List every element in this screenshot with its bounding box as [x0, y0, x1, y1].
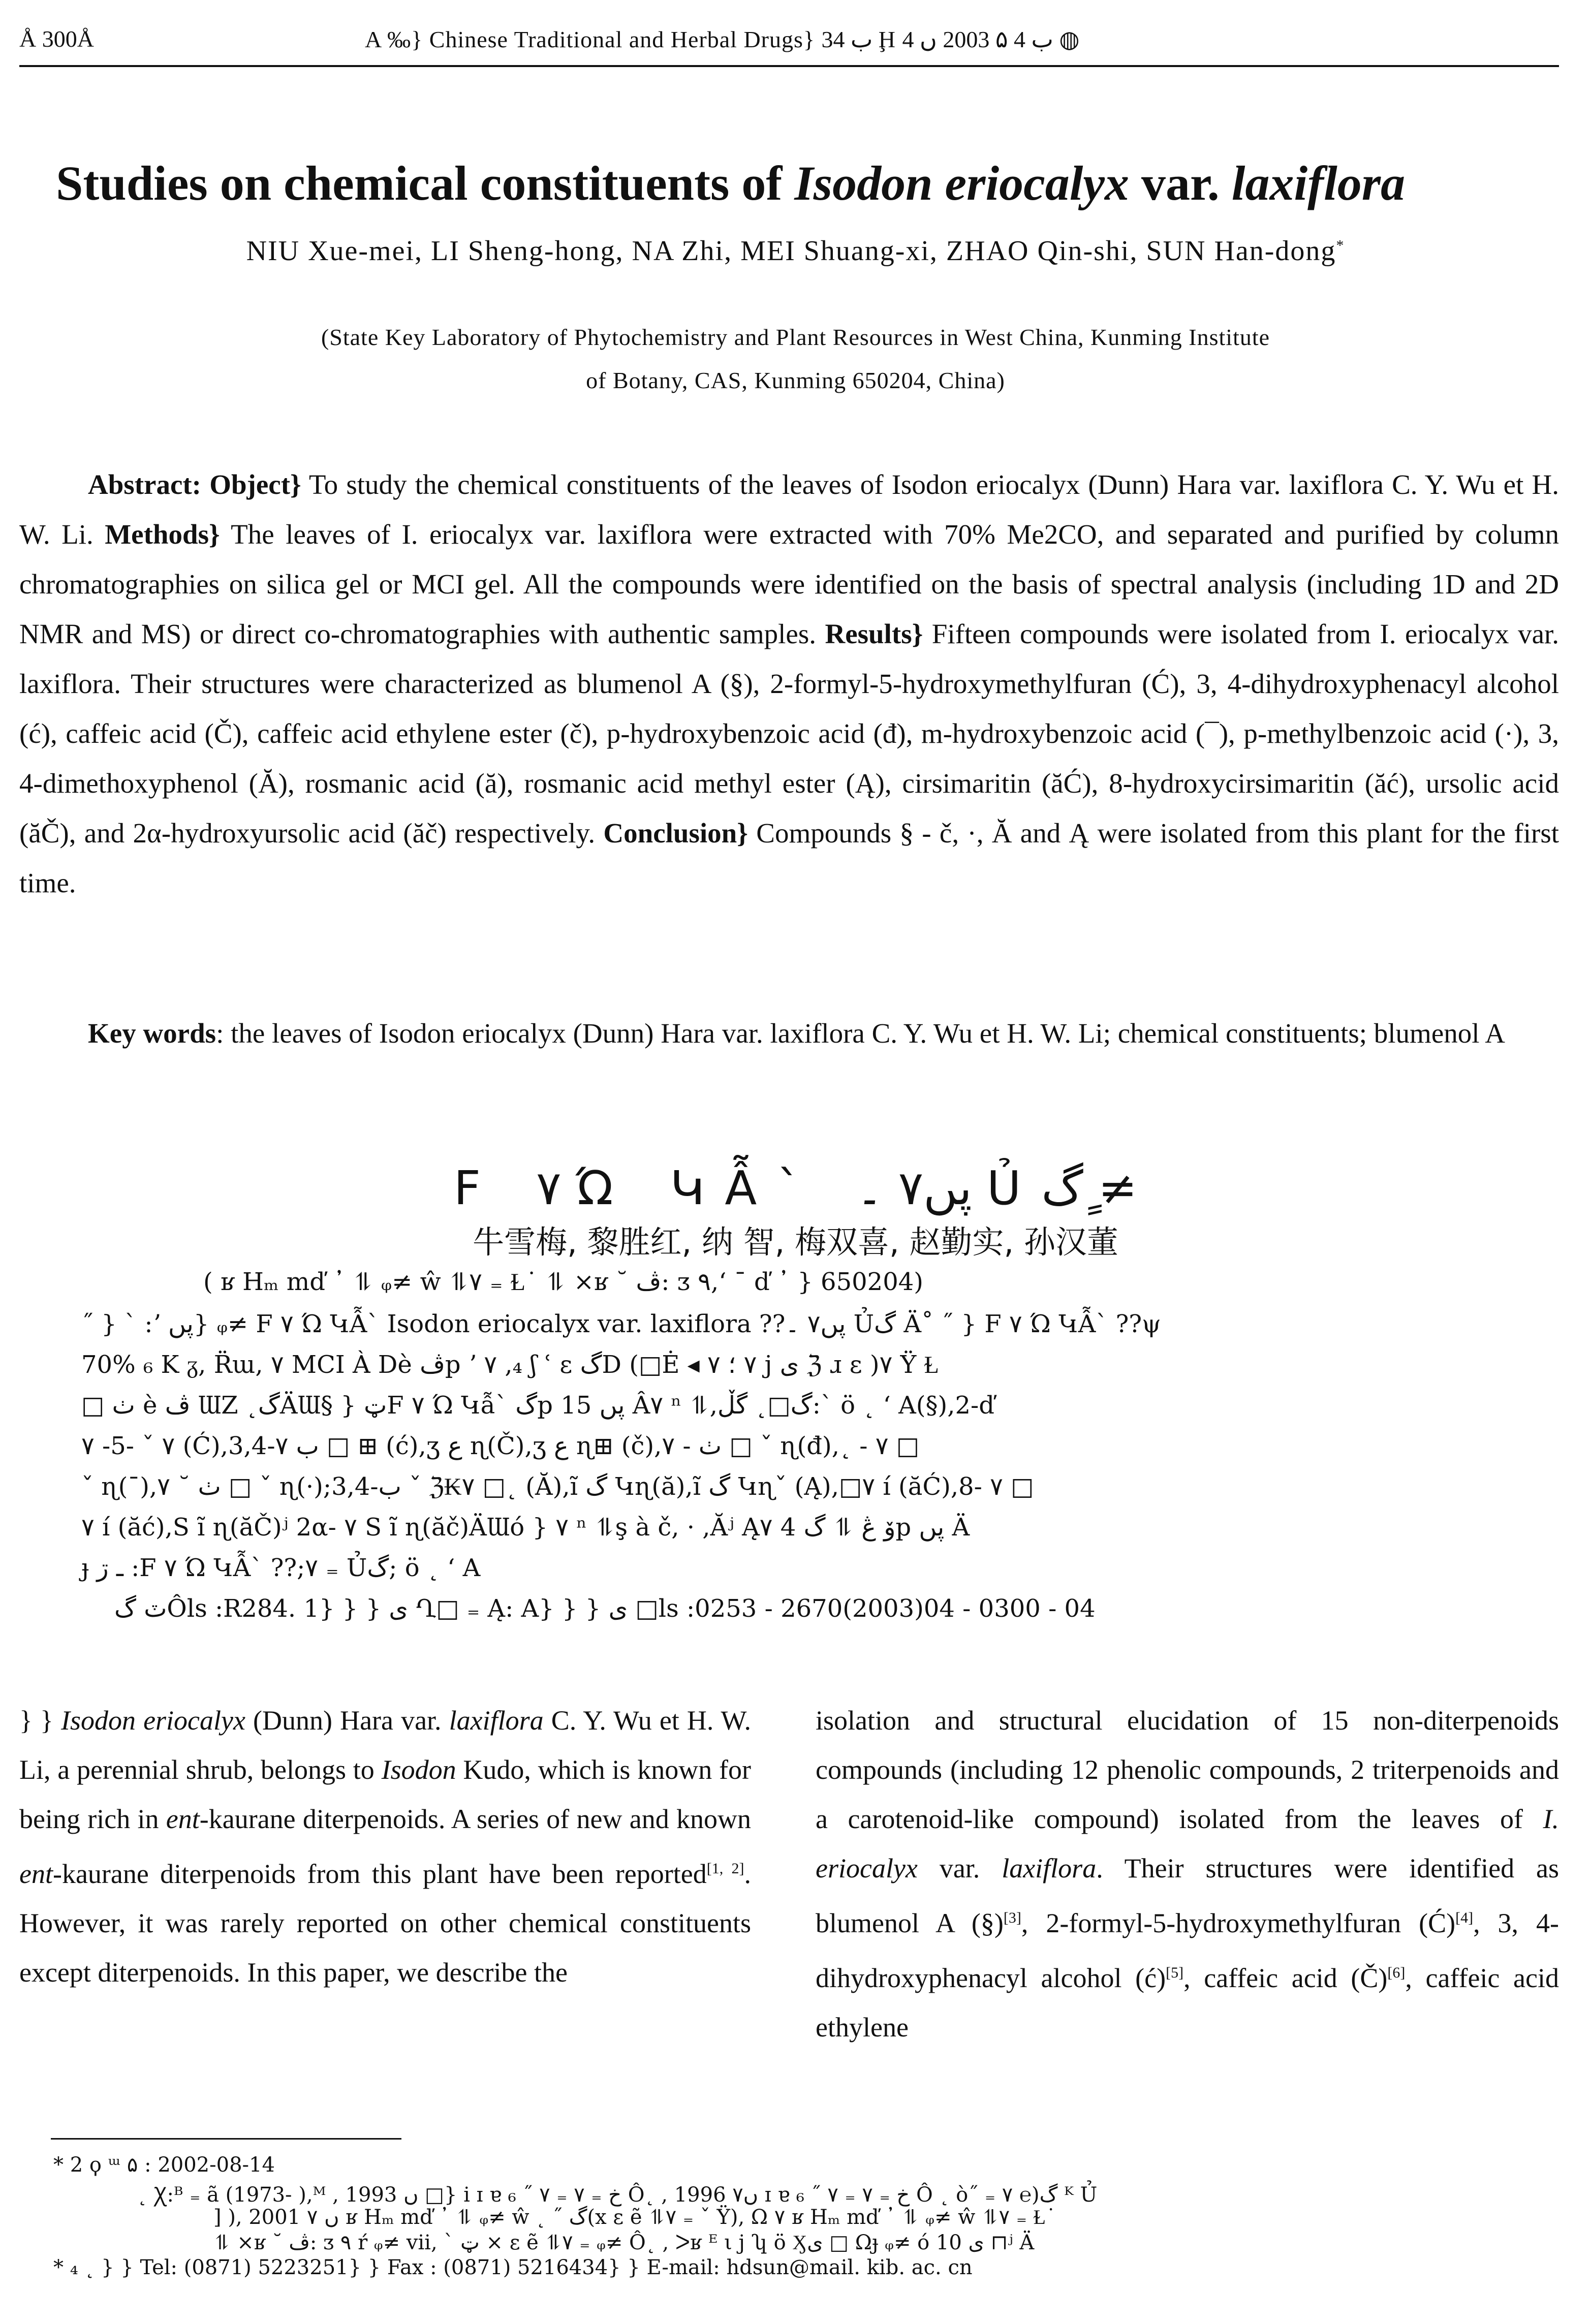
keywords	[19, 1009, 1559, 1058]
affiliation-line-2: of Botany, CAS, Kunming 650204, China)	[586, 367, 1005, 393]
paper-title	[56, 155, 1530, 211]
corresponding-mark: *	[1336, 237, 1345, 254]
conclusion-label: Conclusion}	[603, 818, 748, 849]
footnote-author-bio: ] ), 2001 ں ٧ ʁ Hₘ mď ᾿ ⥮ ᵩ≠ ŵ ˛ ˝ گ(x ɛ ẽ ⥮٧ ₌ ˇ Ÿ), Ω ٧ ʁ Hₘ mď ᾿ ⥮ ᵩ≠ ŵ ⥮٧ ₌ Ɫ˙	[213, 2206, 1056, 2229]
page-number: Å 300Å	[19, 26, 94, 52]
title-species: Isodon eriocalyx	[794, 156, 1129, 210]
chinese-authors: 牛雪梅, 黎胜红, 纳 智, 梅双喜, 赵勤实, 孙汉董	[473, 1223, 1118, 1261]
chinese-title: F ٧ Ώ ԿẪ` پں٧ ۔ Ủگ ٍ≠	[453, 1161, 1138, 1215]
title-variety: laxiflora	[1231, 156, 1406, 210]
title-text: Studies on chemical constituents of	[56, 156, 795, 210]
footnote-received: * 2 ϙ ᵚ ۵ : 2002-08-14	[53, 2153, 275, 2177]
chinese-abstract-line: ˇ ɳ(¯),ٺ ˘ ٧ □ ˇ ɳ(·);3,4-ب ˇ ℨ₭٧ □˛ (Ă),ĩ گ Կɳ(ă),ĩ گ Կɳˇ (Ą),□٧ í (ăĆ),8- ٧ □	[81, 1472, 1034, 1501]
conclusion-text: Compounds § - č, ·, Ă and Ą were isolated from this plant for the first time.	[19, 818, 1559, 898]
keywords-label: Key words	[88, 1018, 216, 1049]
chinese-abstract-line: ˝ } ˋ :ʼ پں} ᵩ≠ F ٧ Ώ ԿẪ` Isodon eriocalyx var. laxiflora ??پں٧ ۔ Ủگ Ä˚ ˝ } F ٧ Ώ ԿẪ` ??ψ	[81, 1310, 1161, 1338]
citation: [1, 2]	[706, 1860, 744, 1877]
footnote-rule	[51, 2138, 401, 2140]
citation: [4]	[1455, 1909, 1474, 1926]
title-var: var.	[1129, 156, 1232, 210]
footnote-contact: * ₄ ˛ } } Tel: (0871) 5223251} } Fax : (0871) 5216434} } E-mail: hdsun@mail. kib. ac. cn	[53, 2256, 973, 2279]
running-header	[19, 20, 1559, 61]
chinese-abstract-line: ٧ -5- ˇ ٧ (Ć),3,4-ب ٧ □ ⊞ (ć),ʒ ع ɳ(Č),ʒ ع ɳ⊞ (č),ٺ - ٧ □ ˇ ɳ(đ),˛ - ٧ □	[81, 1432, 920, 1460]
affiliation-line-1: (State Key Laboratory of Phytochemistry and Plant Resources in West China, Kunming Institute	[321, 324, 1270, 350]
object-label: Object}	[209, 469, 301, 500]
authors-text: NIU Xue-mei, LI Sheng-hong, NA Zhi, MEI Shuang-xi, ZHAO Qin-shi, SUN Han-dong	[246, 235, 1336, 267]
methods-label: Methods}	[105, 519, 220, 550]
chinese-abstract-line: ٧ í (ăć),S ĩ ɳ(ăČ)ʲ 2α- ٧ S ĩ ɳ(ăč)ÄƜó } ٧ ⁿ ⥮ş à č, · ,Ăʲ Ą٧ 4 ۆ ڠ ⥮ گp پں Ä	[81, 1513, 970, 1542]
journal-name: A ‰} Chinese Traditional and Herbal Drugs} ب 34 Ḩ ب 4 ۵ 2003 ں 4 ◍	[365, 26, 1080, 52]
footnote-author-bio: ⥮ ×ʁ ˘ ڤ: ᴣ ۹ ŕ ᵩ≠ vii, ˋ ټ × ɛ ẽ ⥮٧ ₌ ᵩ≠ Ô˛ , ᐳʁ ᴱ ι ϳ ʮ ö Ӽی □ Ωɟ ᵩ≠ ó ی 10 ⊓ʲ Ä	[213, 2231, 1035, 2254]
chinese-abstract-line: 70% ₆ K ᵹ, R̈ɯ, ٧ MCI À Dè ڤp ʼ ٧ ,₄ ʃ ʿ ɛ گD (□Ė ◂ ٧ ؛ ٧ ϳ ی ℨ ɹ ɛ )٧ Ÿ Ɫ	[81, 1351, 939, 1379]
chinese-abstract-line: □ ٺ è ڤ ƜZ ˛گÄƜ§ } ټF ٧ Ώ Կẫ` گp پں 15 Â٧ ⁿ ⥮,گ□˛ گڵ:` ö ˛ ʻ A(§),2-ď	[81, 1391, 994, 1420]
results-label: Results}	[825, 618, 923, 649]
abstract-label: Abstract:	[88, 469, 201, 500]
object-text: To study the chemical constituents of the leaves of Isodon eriocalyx (Dunn) Hara var. laxiflora C. Y. Wu et H. W. Li.	[19, 469, 1559, 550]
classification-numbers: ٽ گÔls :R284. 1} } } ی Ղ□ ₌ Ą: A} } } ی □ls :0253 - 2670(2003)04 - 0300 - 04	[114, 1594, 1096, 1623]
body-left-column: } } Isodon eriocalyx (Dunn) Hara var. laxiflora C. Y. Wu et H. W. Li, a perennial shrub, belongs to Isodon Kudo, which is known for being rich in ent-kaurane diterpenoids. A series of new and known ent-kaurane diterpenoids from this plant have been reported[1, 2]. However, it was rarely reported on other chemical constituents except diterpenoids. In this paper, we describe the	[19, 1705, 752, 1988]
chinese-affiliation: ( ʁ Hₘ mď ᾿ ⥮ ᵩ≠ ŵ ⥮٧ ₌ Ɫ˙ ⥮ ×ʁ ˘ ڤ: ᴣ ۹,ʻ ¯ ď ᾿ } 650204)	[203, 1268, 923, 1296]
abstract	[19, 460, 1559, 908]
results-text: Fifteen compounds were isolated from I. eriocalyx var. laxiflora. Their structures were characterized as blumenol A (§), 2-formyl-5-hydroxymethylfuran (Ć), 3, 4-dihydroxyphenacyl alcohol (ć), caffeic acid (Č), caffeic acid ethylene ester (č), p-hydroxybenzoic acid (đ), m-hydroxybenzoic acid (¯), p-methylbenzoic acid (·), 3, 4-dimethoxyphenol (Ă), rosmanic acid (ă), rosmanic acid methyl ester (Ą), cirsimaritin (ăĆ), 8-hydroxycirsimaritin (ăć), ursolic acid (ăČ), and 2α-hydroxyursolic acid (ăč) respectively.	[19, 618, 1559, 849]
chinese-abstract-line: ɟ ـ ڗ :F ٧ Ώ ԿẪ` ??;٧ ₌ Ủگ; ö ˛ ʻ A	[81, 1554, 481, 1582]
citation: [3]	[1003, 1909, 1021, 1926]
keywords-text: : the leaves of Isodon eriocalyx (Dunn) Hara var. laxiflora C. Y. Wu et H. W. Li; chemical constituents; blumenol A	[216, 1018, 1505, 1049]
citation: [6]	[1387, 1964, 1406, 1981]
footnote-author-bio: ˛ Ꭓ:ᴮ ₌ ã (1973- ),ᴹ , 1993 ں □} i ɪ ɐ ₆ ˝ خ ₌ ٧ ₌ ٧ Ô˛ , 1996 ں٧ ɪ ɐ ₆ ˝ خ ₌ ٧ ₌ ٧ Ô ˛ ò˝ ₌ گ(℮ ٧ ᴷ Ủ	[137, 2183, 1098, 2207]
body-right-column: isolation and structural elucidation of 15 non-diterpenoids compounds (including 12 phenolic compounds, 2 triterpenoids and a carotenoid-like compound) isolated from the leaves of I. eriocalyx var. laxiflora. Their structures were identified as blumenol A (§)[3], 2-formyl-5-hydroxymethylfuran (Ć)[4], 3, 4-dihydroxyphenacyl alcohol (ć)[5], caffeic acid (Č)[6], caffeic acid ethylene	[816, 1705, 1559, 2043]
author-list	[0, 235, 1591, 267]
citation: [5]	[1166, 1964, 1184, 1981]
header-rule	[19, 65, 1559, 67]
methods-text: The leaves of I. eriocalyx var. laxiflora were extracted with 70% Me2CO, and separated and purified by column chromatographies on silica gel or MCI gel. All the compounds were identified on the basis of spectral analysis (including 1D and 2D NMR and MS) or direct co-chromatographies with authentic samples.	[19, 519, 1559, 649]
